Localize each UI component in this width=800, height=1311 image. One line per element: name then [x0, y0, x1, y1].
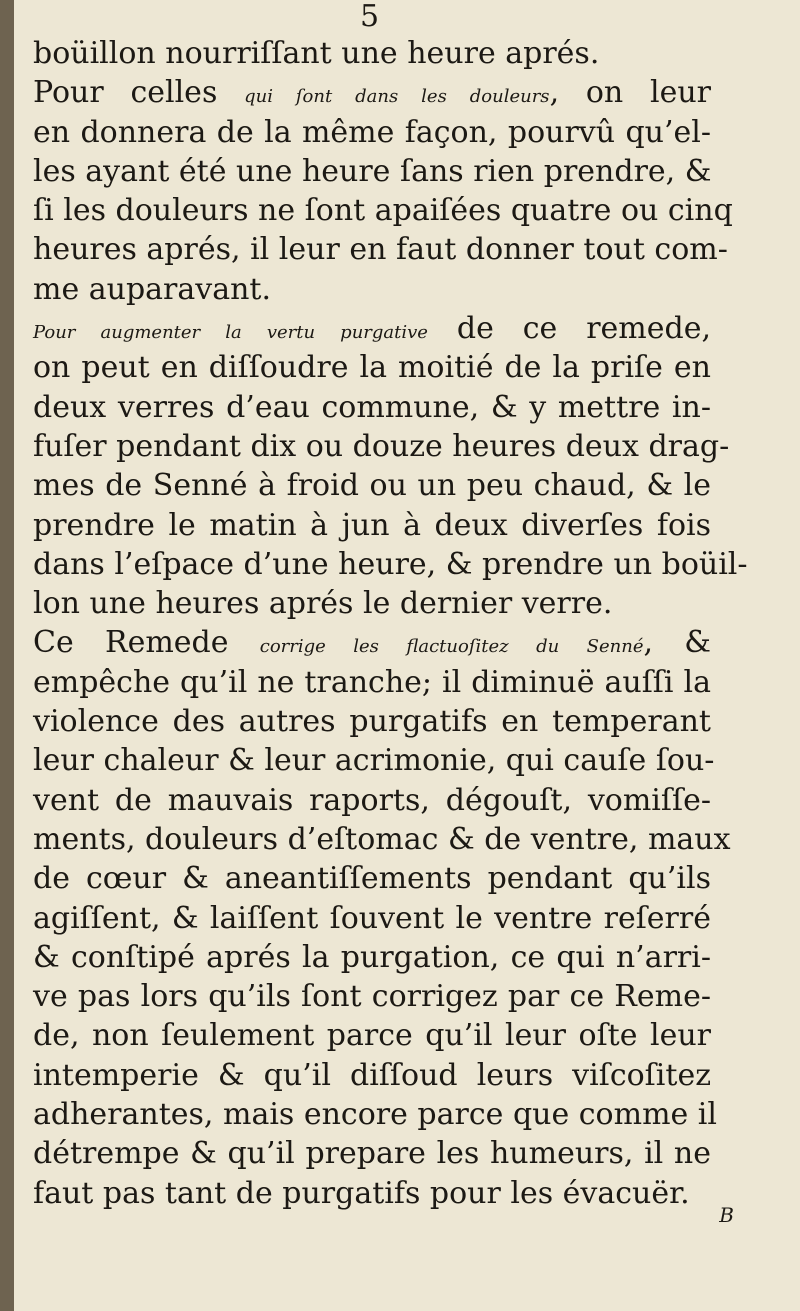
text-line — [33, 977, 711, 1016]
text-line — [33, 152, 711, 191]
text-line — [33, 820, 731, 859]
text-line — [33, 1174, 711, 1213]
text-line — [33, 427, 730, 466]
text-run: vent de mauvais raports, dégouſt, vomiſſe- — [33, 782, 711, 818]
text-line — [33, 113, 711, 152]
text-line — [33, 1095, 717, 1134]
text-run: , & — [643, 625, 711, 661]
text-run: dans l’eſpace d’une heure, & prendre un boüil- — [33, 546, 748, 582]
text-line — [33, 584, 711, 623]
text-line — [33, 230, 728, 269]
text-run: Ce Remede — [33, 625, 260, 661]
text-run: violence des autres purgatifs en temperant — [33, 704, 711, 740]
text-run: détrempe & qu’il prepare les humeurs, il ne — [33, 1136, 711, 1172]
text-line — [33, 270, 711, 309]
italic-phrase: corrige les flactuoſitez du Senné — [259, 636, 644, 658]
text-run: ments, douleurs d’eſtomac & de ventre, maux — [33, 821, 731, 857]
text-run: lon une heures aprés le dernier verre. — [33, 586, 613, 622]
text-run: agiſſent, & laiſſent ſouvent le ventre reſerré — [33, 900, 711, 936]
text-line — [33, 388, 711, 427]
text-line — [33, 1134, 711, 1173]
text-run: mes de Senné à froid ou un peu chaud, & le — [33, 468, 711, 504]
text-run: de, non ſeulement parce qu’il leur oſte leur — [33, 1018, 711, 1054]
binding-shadow — [0, 0, 14, 1311]
text-run: ve pas lors qu’ils ſont corrigez par ce Reme- — [33, 979, 711, 1015]
text-line — [33, 623, 711, 662]
text-run: faut pas tant de purgatifs pour les évacuër. — [33, 1175, 690, 1211]
text-line — [33, 34, 711, 73]
text-run: de cœur & aneantiſſements pendant qu’ils — [33, 861, 711, 897]
text-line — [33, 73, 711, 112]
text-line — [33, 1056, 711, 1095]
text-run: de ce remede, — [427, 311, 711, 347]
text-run: boüillon nourriſſant une heure aprés. — [33, 36, 600, 71]
text-line — [33, 741, 715, 780]
text-run: Pour celles — [33, 75, 245, 111]
text-run: on peut en diſſoudre la moitié de la priſe en — [33, 350, 711, 386]
italic-phrase: Pour augmenter la vertu purgative — [33, 322, 428, 344]
text-run: ſi les douleurs ne ſont apaiſées quatre ou cinq — [33, 193, 733, 229]
text-run: les ayant été une heure ſans rien prendre, & — [33, 153, 712, 189]
text-run: en donnera de la même façon, pourvû qu’el- — [33, 114, 711, 150]
text-run: , on leur — [549, 75, 711, 111]
text-run: & conſtipé aprés la purgation, ce qui n’arri- — [33, 939, 711, 975]
text-line — [33, 466, 711, 505]
text-run: intemperie & qu’il diſſoud leurs viſcoſitez — [33, 1057, 711, 1093]
page-number: 5 — [360, 0, 380, 34]
text-line — [33, 781, 711, 820]
text-line — [33, 702, 711, 741]
text-line — [33, 938, 711, 977]
text-run: leur chaleur & leur acrimonie, qui cauſe ſou- — [33, 743, 715, 779]
text-line — [33, 506, 711, 545]
text-run: deux verres d’eau commune, & y mettre in- — [33, 389, 711, 425]
text-run: heures aprés, il leur en faut donner tout com- — [33, 232, 728, 268]
text-line — [33, 1016, 711, 1055]
text-line — [33, 191, 733, 230]
catchword: B — [719, 1203, 734, 1227]
italic-phrase: qui ſont dans les douleurs — [244, 86, 550, 108]
text-line — [33, 899, 711, 938]
text-run: adherantes, mais encore parce que comme il — [33, 1097, 717, 1133]
text-run: empêche qu’il ne tranche; il diminuë auſſi la — [33, 664, 711, 700]
text-line — [33, 348, 711, 387]
text-line — [33, 859, 711, 898]
text-run: fuſer pendant dix ou douze heures deux drag- — [33, 428, 730, 464]
text-run: me auparavant. — [33, 271, 272, 307]
text-line — [33, 309, 711, 348]
text-line — [33, 663, 711, 702]
body-text — [33, 34, 748, 1213]
text-run: prendre le matin à jun à deux diverſes fois — [33, 507, 711, 543]
text-line — [33, 545, 748, 584]
